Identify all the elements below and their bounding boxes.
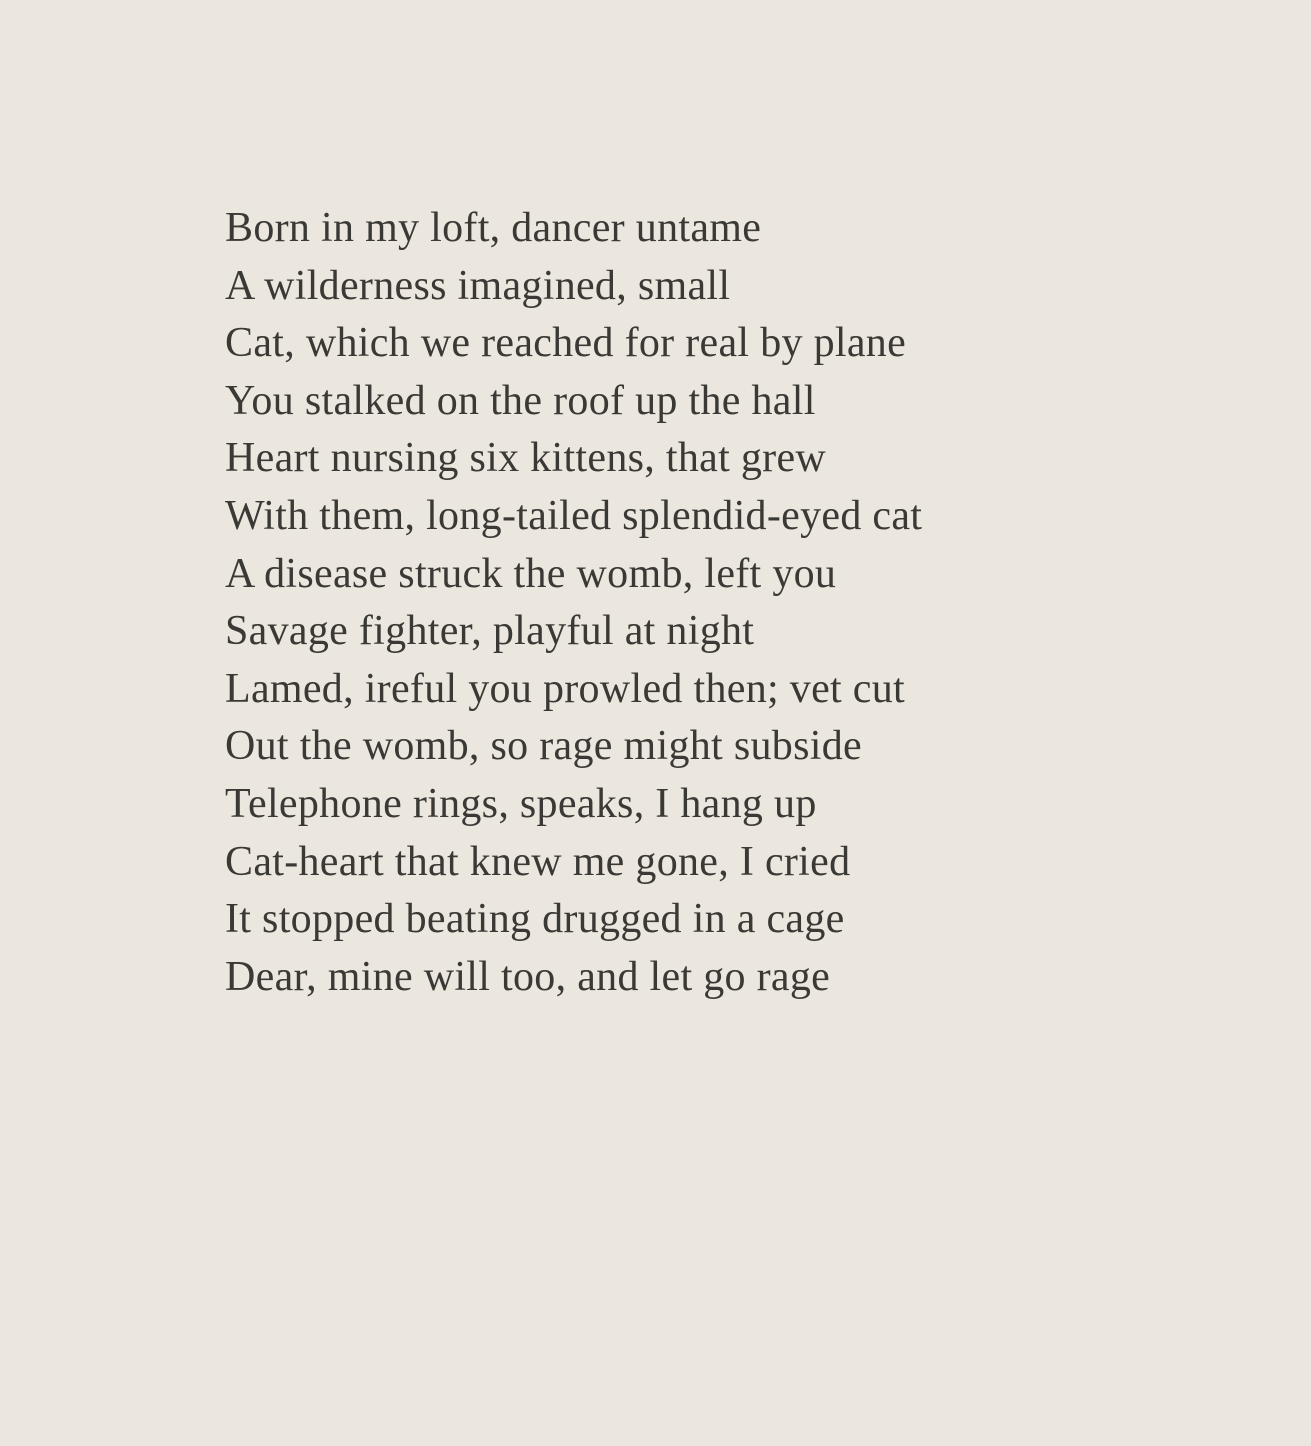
poem-line: Lamed, ireful you prowled then; vet cut [225,665,905,712]
poem-line: Heart nursing six kittens, that grew [225,435,827,482]
poem-line: Cat-heart that knew me gone, I cried [225,838,851,885]
poem-line: Cat, which we reached for real by plane [225,320,907,367]
poem-line: Savage fighter, playful at night [225,608,755,655]
poem-line: A disease struck the womb, left you [225,550,837,597]
poem-text [225,200,922,1006]
poem-line: You stalked on the roof up the hall [225,377,816,424]
poem-line: With them, long-tailed splendid-eyed cat [225,492,923,539]
poem-line: Born in my loft, dancer untame [225,205,762,251]
poem-line: Out the womb, so rage might subside [225,723,862,770]
poem-line: Dear, mine will too, and let go rage [225,953,831,1000]
poem-line: It stopped beating drugged in a cage [225,896,845,943]
poem-line: Telephone rings, speaks, I hang up [225,780,817,827]
poem-line: A wilderness imagined, small [225,262,731,309]
